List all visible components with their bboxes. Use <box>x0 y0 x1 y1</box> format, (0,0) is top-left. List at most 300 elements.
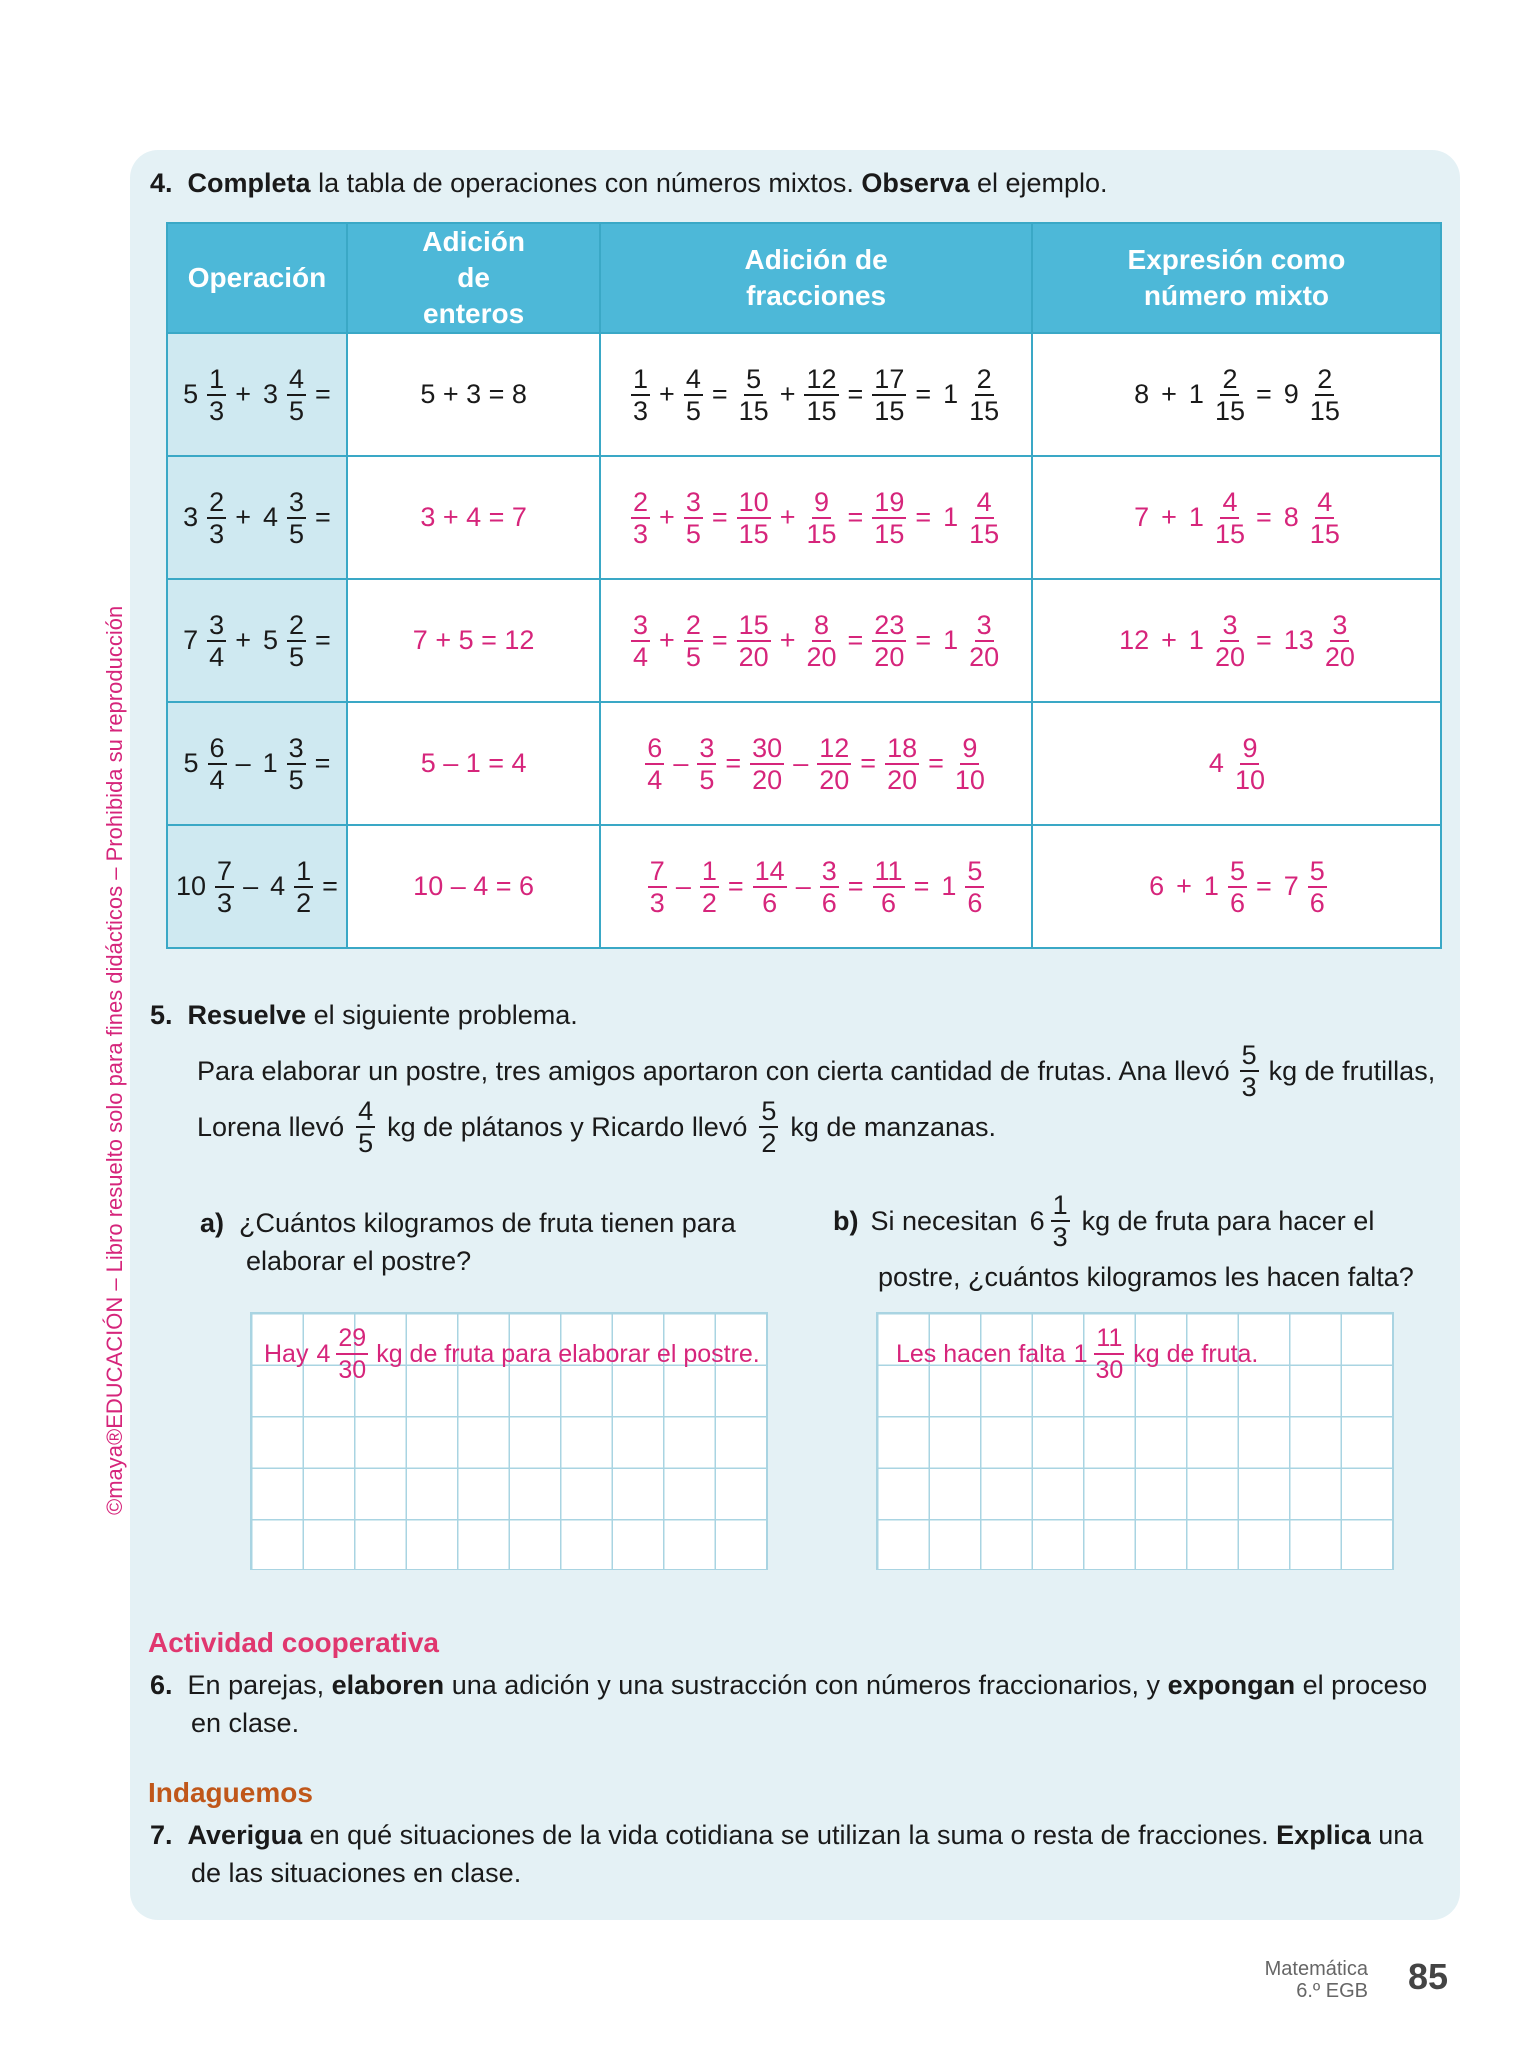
numerator: 5 <box>1309 855 1325 886</box>
equals: = <box>711 625 728 655</box>
instruction-verb: elaboren <box>331 1670 445 1700</box>
cell-mixed-number <box>1032 579 1441 702</box>
table-header-row <box>167 223 1441 333</box>
equals: = <box>315 379 331 409</box>
numerator: 6 <box>647 732 663 763</box>
fraction <box>287 733 306 795</box>
fraction <box>1213 487 1247 549</box>
part-a-question <box>200 1204 736 1242</box>
denominator: 20 <box>874 641 905 672</box>
numerator: 4 <box>1222 486 1238 517</box>
numerator: 17 <box>874 363 905 394</box>
equals: = <box>915 502 932 532</box>
equals: = <box>847 379 864 409</box>
fraction <box>207 364 226 426</box>
numerator: 2 <box>976 363 992 394</box>
numerator: 18 <box>887 732 918 763</box>
operation-expression <box>180 487 334 549</box>
whole: 13 <box>1283 625 1314 655</box>
numerator: 3 <box>976 609 992 640</box>
denominator: 20 <box>969 641 1000 672</box>
operator: – <box>673 748 689 778</box>
numerator: 3 <box>209 609 225 640</box>
answer-a <box>264 1323 760 1385</box>
exercise-7-text-line2: de las situaciones en clase. <box>191 1858 522 1888</box>
cell-fraction-sum <box>600 333 1032 456</box>
exercise-7-text <box>150 1816 1423 1854</box>
whole: 6 <box>1029 1206 1045 1236</box>
denominator: 20 <box>806 641 837 672</box>
operator: + <box>1161 625 1177 655</box>
denominator: 15 <box>874 395 905 426</box>
problem-line-1 <box>197 1040 1435 1102</box>
equals: = <box>314 748 331 778</box>
whole: 7 <box>183 625 199 655</box>
denominator: 30 <box>338 1356 367 1384</box>
fraction <box>1093 1323 1125 1385</box>
numerator: 3 <box>821 855 837 886</box>
instruction-text: el proceso <box>1295 1670 1428 1700</box>
whole: 1 <box>943 502 959 532</box>
instruction-verb: Resuelve <box>187 1000 307 1030</box>
fraction <box>965 856 984 918</box>
numerator: 6 <box>209 732 225 763</box>
denominator: 5 <box>358 1128 374 1158</box>
fraction-addition <box>645 733 987 795</box>
equals: = <box>315 502 331 532</box>
header-adicion-enteros <box>347 223 600 333</box>
denominator: 15 <box>806 518 837 549</box>
cell-mixed-number <box>1032 825 1441 948</box>
denominator: 6 <box>1309 887 1325 918</box>
fraction <box>737 487 771 549</box>
numerator: 1 <box>209 363 225 394</box>
fraction <box>684 487 703 549</box>
exercise-number: 6. <box>150 1670 173 1700</box>
cell-operation <box>167 333 347 456</box>
numerator: 3 <box>1222 609 1238 640</box>
fraction <box>700 856 719 918</box>
instruction-verb: Explica <box>1276 1820 1371 1850</box>
denominator: 15 <box>969 518 1000 549</box>
numerator: 3 <box>288 732 304 763</box>
instruction-verb: Observa <box>861 168 970 198</box>
denominator: 2 <box>296 887 312 918</box>
fraction <box>804 610 838 672</box>
numerator: 4 <box>685 363 701 394</box>
denominator: 2 <box>761 1128 777 1158</box>
exercise-number: 7. <box>150 1820 173 1850</box>
denominator: 15 <box>969 395 1000 426</box>
numerator: 19 <box>874 486 905 517</box>
instruction-text: el siguiente problema. <box>306 1000 578 1030</box>
cell-mixed-number <box>1032 702 1441 825</box>
fraction <box>1233 733 1267 795</box>
numerator: 10 <box>738 486 769 517</box>
operator: + <box>779 502 796 532</box>
grade-level: 6.º EGB <box>1296 1980 1368 2002</box>
answer-text: kg de fruta. <box>1133 1339 1259 1368</box>
integer-sum: 7 + 5 = 12 <box>412 625 535 655</box>
fraction <box>753 856 787 918</box>
integer-sum: 10 – 4 = 6 <box>413 871 535 901</box>
mixed-number <box>1030 1190 1070 1252</box>
numerator: 12 <box>819 732 850 763</box>
fraction-lorena <box>356 1096 375 1158</box>
fraction <box>208 733 227 795</box>
fraction <box>287 487 306 549</box>
whole: 12 <box>1119 625 1150 655</box>
subject-name: Matemática <box>1264 1958 1368 1980</box>
denominator: 4 <box>647 764 663 795</box>
numerator: 4 <box>976 486 992 517</box>
integer-sum: 3 + 4 = 7 <box>420 502 527 532</box>
header-expresion-mixto <box>1032 223 1441 333</box>
operator: + <box>779 625 796 655</box>
denominator: 3 <box>1052 1222 1068 1252</box>
equals: = <box>915 379 932 409</box>
operator: + <box>779 379 796 409</box>
operator: + <box>235 379 251 409</box>
fraction <box>631 610 650 672</box>
denominator: 5 <box>685 395 701 426</box>
denominator: 15 <box>806 395 837 426</box>
mixed-number-result <box>1116 610 1357 672</box>
denominator: 6 <box>881 887 897 918</box>
instruction-text: en qué situaciones de la vida cotidiana se utilizan la suma o resta de fracciones. <box>302 1820 1277 1850</box>
denominator: 5 <box>685 641 701 672</box>
fraction <box>648 856 667 918</box>
numerator: 5 <box>1229 855 1245 886</box>
fraction <box>804 364 838 426</box>
whole: 4 <box>1208 748 1224 778</box>
operator: + <box>659 379 675 409</box>
denominator: 4 <box>209 764 225 795</box>
cell-fraction-sum <box>600 456 1032 579</box>
cell-operation <box>167 702 347 825</box>
equals: = <box>725 748 742 778</box>
numerator: 3 <box>1332 609 1348 640</box>
cell-integer-sum <box>347 825 600 948</box>
whole: 4 <box>262 502 278 532</box>
denominator: 15 <box>738 518 769 549</box>
numerator: 5 <box>761 1096 777 1126</box>
denominator: 5 <box>289 518 305 549</box>
fraction <box>1323 610 1357 672</box>
numerator: 2 <box>1317 363 1333 394</box>
operation-expression <box>180 364 334 426</box>
question-text: postre, ¿cuántos kilogramos les hacen falta? <box>878 1262 1414 1292</box>
equals: = <box>913 871 930 901</box>
footer-subject <box>1180 1958 1368 2002</box>
numerator: 11 <box>1094 1323 1124 1355</box>
mixed-numbers-table <box>166 222 1442 949</box>
denominator: 3 <box>209 395 225 426</box>
problem-text: kg de frutillas, <box>1268 1056 1436 1086</box>
equals: = <box>847 502 864 532</box>
instruction-text: En parejas, <box>187 1670 332 1700</box>
numerator: 23 <box>874 609 905 640</box>
section-title-cooperative: Actividad cooperativa <box>148 1627 439 1658</box>
denominator: 4 <box>209 641 225 672</box>
integer-sum: 5 – 1 = 4 <box>420 748 527 778</box>
denominator: 30 <box>1095 1356 1124 1384</box>
denominator: 6 <box>967 887 983 918</box>
fraction-addition <box>648 856 985 918</box>
denominator: 15 <box>874 518 905 549</box>
question-text: kg de fruta para hacer el <box>1081 1206 1375 1236</box>
fraction <box>1308 856 1327 918</box>
fraction <box>872 487 906 549</box>
operator: + <box>659 625 675 655</box>
exercise-5-instruction <box>150 996 578 1034</box>
denominator: 20 <box>819 764 850 795</box>
numerator: 1 <box>1052 1190 1068 1220</box>
answer-b <box>896 1323 1258 1385</box>
denominator: 3 <box>1241 1072 1257 1102</box>
operation-expression <box>173 856 341 918</box>
cell-fraction-sum <box>600 825 1032 948</box>
numerator: 4 <box>289 363 305 394</box>
cell-integer-sum <box>347 702 600 825</box>
whole: 3 <box>262 379 278 409</box>
part-b-question <box>833 1190 1374 1252</box>
part-label: b) <box>833 1206 859 1236</box>
cell-operation <box>167 579 347 702</box>
exercise-6-text-line2: en clase. <box>191 1708 300 1738</box>
equals: = <box>847 871 864 901</box>
denominator: 15 <box>1309 395 1340 426</box>
numerator: 1 <box>296 855 312 886</box>
fraction <box>872 610 906 672</box>
whole: 7 <box>1283 871 1299 901</box>
integer-sum: 5 + 3 = 8 <box>420 379 527 409</box>
mixed-number <box>1074 1323 1126 1385</box>
numerator: 3 <box>633 609 649 640</box>
denominator: 5 <box>289 641 305 672</box>
fraction <box>215 856 234 918</box>
numerator: 4 <box>358 1096 374 1126</box>
operator: + <box>659 502 675 532</box>
equals: = <box>860 748 877 778</box>
denominator: 15 <box>1214 395 1245 426</box>
question-text: ¿Cuántos kilogramos de fruta tienen para <box>239 1208 736 1238</box>
whole: 6 <box>1149 871 1165 901</box>
table-row <box>167 579 1441 702</box>
fraction <box>967 487 1001 549</box>
equals: = <box>322 871 338 901</box>
denominator: 6 <box>762 887 778 918</box>
mixed-number <box>316 1323 368 1385</box>
numerator: 7 <box>217 855 233 886</box>
operation-expression <box>181 733 334 795</box>
fraction-ana <box>1240 1040 1259 1102</box>
fraction <box>336 1323 368 1385</box>
fraction <box>737 610 771 672</box>
mixed-number-result <box>1131 487 1342 549</box>
numerator: 4 <box>1317 486 1333 517</box>
fraction <box>631 364 650 426</box>
equals: = <box>711 502 728 532</box>
question-text: elaborar el postre? <box>246 1246 472 1276</box>
operator: + <box>235 502 251 532</box>
equals: = <box>727 871 744 901</box>
denominator: 5 <box>699 764 715 795</box>
fraction <box>737 364 771 426</box>
denominator: 20 <box>752 764 783 795</box>
instruction-text: el ejemplo. <box>969 168 1108 198</box>
fraction <box>207 487 226 549</box>
fraction <box>820 856 839 918</box>
equals: = <box>847 625 864 655</box>
whole: 1 <box>1188 625 1204 655</box>
whole: 5 <box>262 625 278 655</box>
whole: 1 <box>1073 1339 1088 1368</box>
problem-text: Para elaborar un postre, tres amigos aportaron con cierta cantidad de frutas. Ana llevó <box>197 1056 1230 1086</box>
denominator: 3 <box>217 887 233 918</box>
denominator: 15 <box>738 395 769 426</box>
denominator: 5 <box>289 395 305 426</box>
header-adicion-fracciones <box>600 223 1032 333</box>
whole: 1 <box>941 871 957 901</box>
exercise-6-text <box>150 1666 1427 1704</box>
cell-integer-sum <box>347 579 600 702</box>
problem-text: Lorena llevó <box>197 1112 345 1142</box>
operator: + <box>1176 871 1192 901</box>
whole: 1 <box>1188 379 1204 409</box>
whole: 4 <box>270 871 286 901</box>
mixed-number-result <box>1206 733 1267 795</box>
numerator: 9 <box>962 732 978 763</box>
denominator: 10 <box>954 764 985 795</box>
mixed-number-result <box>1131 364 1342 426</box>
cell-operation <box>167 825 347 948</box>
table-row <box>167 702 1441 825</box>
whole: 1 <box>943 625 959 655</box>
whole: 7 <box>1134 502 1150 532</box>
whole: 1 <box>1188 502 1204 532</box>
operation-expression <box>180 610 334 672</box>
instruction-verb: Averigua <box>187 1820 303 1850</box>
fraction <box>804 487 838 549</box>
numerator: 2 <box>289 609 305 640</box>
question-text: Si necesitan <box>870 1206 1018 1236</box>
mixed-number-result <box>1146 856 1327 918</box>
numerator: 7 <box>649 855 665 886</box>
instruction-text: la tabla de operaciones con números mixtos. <box>310 168 862 198</box>
denominator: 20 <box>1214 641 1245 672</box>
operator: – <box>793 748 809 778</box>
numerator: 2 <box>685 609 701 640</box>
equals: = <box>1255 379 1272 409</box>
fraction <box>872 364 906 426</box>
numerator: 3 <box>699 732 715 763</box>
numerator: 8 <box>813 609 829 640</box>
equals: = <box>1255 871 1272 901</box>
problem-text: kg de plátanos y Ricardo llevó <box>387 1112 748 1142</box>
numerator: 29 <box>336 1323 368 1355</box>
operator: – <box>243 871 259 901</box>
numerator: 3 <box>685 486 701 517</box>
denominator: 4 <box>633 641 649 672</box>
whole: 4 <box>316 1339 331 1368</box>
equals: = <box>315 625 331 655</box>
denominator: 5 <box>288 764 304 795</box>
answer-text: Les hacen falta <box>896 1339 1066 1368</box>
fraction <box>287 610 306 672</box>
operator: – <box>795 871 811 901</box>
header-label: Expresión como número mixto <box>1127 244 1346 311</box>
denominator: 5 <box>685 518 701 549</box>
fraction <box>294 856 313 918</box>
numerator: 12 <box>806 363 837 394</box>
cell-mixed-number <box>1032 456 1441 579</box>
equals: = <box>915 625 932 655</box>
denominator: 2 <box>701 887 717 918</box>
whole: 1 <box>262 748 278 778</box>
denominator: 10 <box>1234 764 1265 795</box>
denominator: 15 <box>1214 518 1245 549</box>
fraction <box>817 733 851 795</box>
fraction <box>287 364 306 426</box>
numerator: 3 <box>289 486 305 517</box>
denominator: 6 <box>1229 887 1245 918</box>
fraction <box>967 364 1001 426</box>
fraction <box>873 856 905 918</box>
fraction <box>885 733 919 795</box>
exercise-number: 4. <box>150 168 173 198</box>
cell-integer-sum <box>347 456 600 579</box>
numerator: 9 <box>813 486 829 517</box>
fraction <box>967 610 1001 672</box>
operator: + <box>1161 502 1177 532</box>
whole: 9 <box>1283 379 1299 409</box>
header-label: Adición de fracciones <box>744 244 888 311</box>
fraction <box>1228 856 1247 918</box>
denominator: 20 <box>1324 641 1355 672</box>
instruction-verb: Completa <box>187 168 311 198</box>
fraction <box>684 610 703 672</box>
operator: – <box>675 871 691 901</box>
denominator: 15 <box>1309 518 1340 549</box>
fraction-ricardo <box>759 1096 778 1158</box>
header-operacion: Operación <box>167 223 347 333</box>
instruction-text: una adición y una sustracción con números fraccionarios, y <box>444 1670 1168 1700</box>
instruction-verb: expongan <box>1167 1670 1296 1700</box>
answer-text: kg de fruta para elaborar el postre. <box>376 1339 760 1368</box>
whole: 3 <box>183 502 199 532</box>
fraction <box>684 364 703 426</box>
problem-line-2 <box>197 1096 996 1158</box>
exercise-number: 5. <box>150 1000 173 1030</box>
denominator: 3 <box>633 518 649 549</box>
table-row <box>167 825 1441 948</box>
fraction <box>631 487 650 549</box>
whole: 8 <box>1134 379 1150 409</box>
section-title-indaguemos: Indaguemos <box>148 1777 313 1808</box>
table-row <box>167 456 1441 579</box>
fraction <box>953 733 987 795</box>
whole: 5 <box>183 379 199 409</box>
cell-fraction-sum <box>600 702 1032 825</box>
fraction <box>1213 610 1247 672</box>
numerator: 14 <box>754 855 785 886</box>
copyright-text: ©maya®EDUCACIÓN – Libro resuelto solo para fines didácticos – Prohibida su reproducción <box>102 605 127 1515</box>
fraction <box>1308 364 1342 426</box>
denominator: 3 <box>209 518 225 549</box>
whole: 5 <box>183 748 199 778</box>
numerator: 9 <box>1242 732 1258 763</box>
